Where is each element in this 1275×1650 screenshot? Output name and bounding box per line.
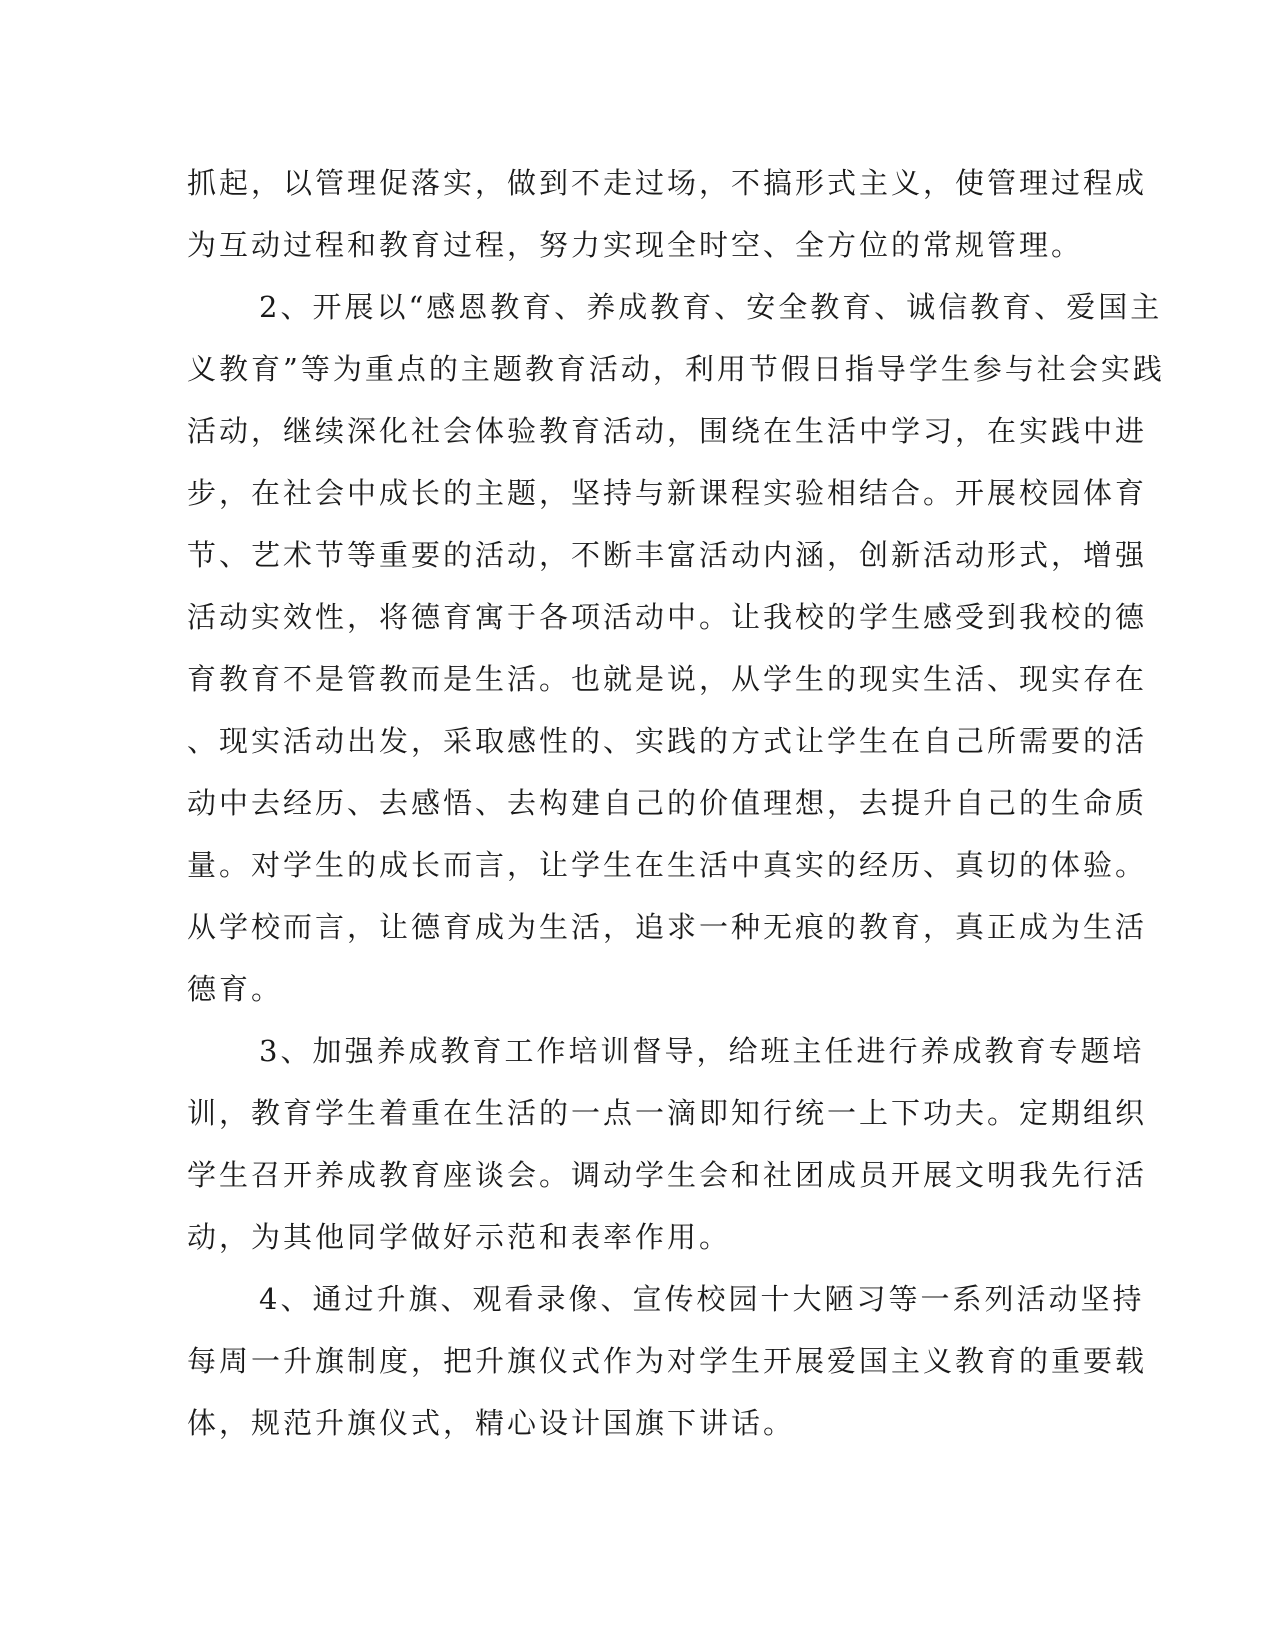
text-line: 活动实效性，将德育寓于各项活动中。让我校的学生感受到我校的德 bbox=[187, 600, 1148, 634]
text-line: 从学校而言，让德育成为生活，追求一种无痕的教育，真正成为生活 bbox=[187, 910, 1148, 944]
text-line: 活动，继续深化社会体验教育活动，围绕在生活中学习，在实践中进 bbox=[187, 414, 1148, 448]
text-line: 动中去经历、去感悟、去构建自己的价值理想，去提升自己的生命质 bbox=[187, 786, 1148, 820]
text-line: 4、通过升旗、观看录像、宣传校园十大陋习等一系列活动坚持 bbox=[259, 1282, 1145, 1316]
text-line: 量。对学生的成长而言，让学生在生活中真实的经历、真切的体验。 bbox=[187, 848, 1148, 882]
text-line: 训，教育学生着重在生活的一点一滴即知行统一上下功夫。定期组织 bbox=[187, 1096, 1148, 1130]
text-line: 体，规范升旗仪式，精心设计国旗下讲话。 bbox=[187, 1406, 796, 1440]
text-line: 义教育”等为重点的主题教育活动，利用节假日指导学生参与社会实践 bbox=[187, 352, 1165, 386]
text-line: 为互动过程和教育过程，努力实现全时空、全方位的常规管理。 bbox=[187, 228, 1084, 262]
paragraph-item-3 bbox=[187, 1020, 1148, 1268]
text-line: 2、开展以“感恩教育、养成教育、安全教育、诚信教育、爱国主 bbox=[259, 290, 1163, 324]
text-line: 动，为其他同学做好示范和表率作用。 bbox=[187, 1220, 732, 1254]
paragraph-item-2 bbox=[187, 276, 1165, 1020]
paragraph-continuation bbox=[187, 152, 1148, 276]
text-line: 、现实活动出发，采取感性的、实践的方式让学生在自己所需要的活 bbox=[187, 724, 1148, 758]
text-line: 节、艺术节等重要的活动，不断丰富活动内涵，创新活动形式，增强 bbox=[187, 538, 1148, 572]
text-line: 步，在社会中成长的主题，坚持与新课程实验相结合。开展校园体育 bbox=[187, 476, 1148, 510]
text-line: 每周一升旗制度，把升旗仪式作为对学生开展爱国主义教育的重要载 bbox=[187, 1344, 1148, 1378]
text-line: 德育。 bbox=[187, 972, 284, 1006]
text-line: 学生召开养成教育座谈会。调动学生会和社团成员开展文明我先行活 bbox=[187, 1158, 1148, 1192]
text-line: 育教育不是管教而是生活。也就是说，从学生的现实生活、现实存在 bbox=[187, 662, 1148, 696]
text-line: 抓起，以管理促落实，做到不走过场，不搞形式主义，使管理过程成 bbox=[187, 166, 1148, 200]
document-body bbox=[187, 152, 1165, 1454]
paragraph-item-4 bbox=[187, 1268, 1148, 1454]
text-line: 3、加强养成教育工作培训督导，给班主任进行养成教育专题培 bbox=[259, 1034, 1145, 1068]
